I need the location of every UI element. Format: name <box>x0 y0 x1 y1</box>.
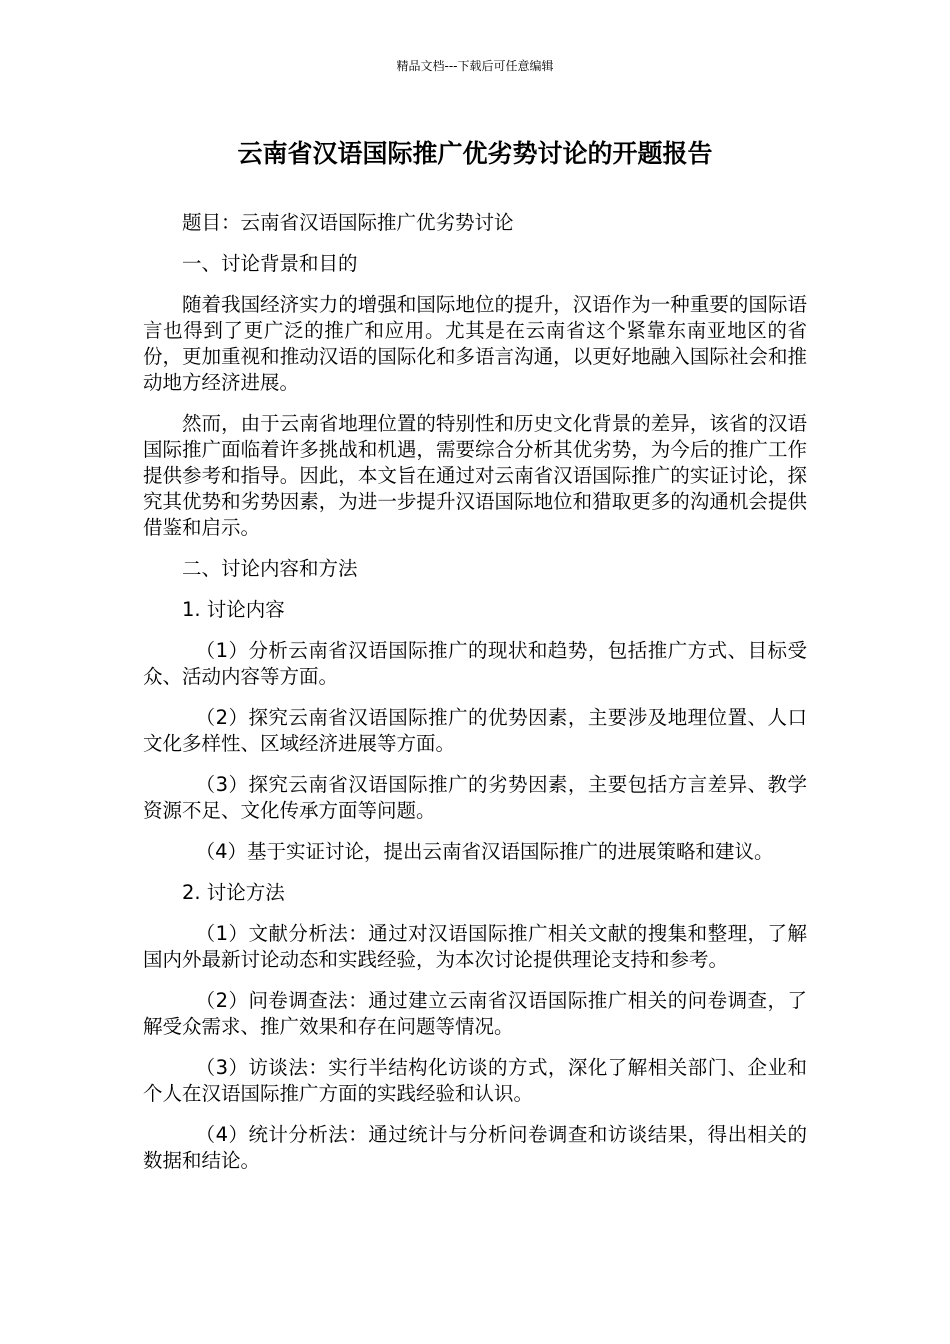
content-item-2: （2）探究云南省汉语国际推广的优势因素，主要涉及地理位置、人口文化多样性、区域经济进展等方面。 <box>143 706 807 755</box>
content-item-3: （3）探究云南省汉语国际推广的劣势因素，主要包括方言差异、教学资源不足、文化传承方面等问题。 <box>143 773 807 822</box>
method-item-3: （3）访谈法：实行半结构化访谈的方式，深化了解相关部门、企业和个人在汉语国际推广方面的实践经验和认识。 <box>143 1056 807 1105</box>
document-body <box>143 210 807 1189</box>
subheading-content: 1. 讨论内容 <box>182 598 285 621</box>
paragraph-background-1: 随着我国经济实力的增强和国际地位的提升，汉语作为一种重要的国际语言也得到了更广泛的推广和应用。尤其是在云南省这个紧靠东南亚地区的省份，更加重视和推动汉语的国际化和多语言沟通，以更好地融入国际社会和推动地方经济进展。 <box>143 293 807 394</box>
content-item-1: （1）分析云南省汉语国际推广的现状和趋势，包括推广方式、目标受众、活动内容等方面。 <box>143 639 807 688</box>
subheading-method: 2. 讨论方法 <box>182 881 285 904</box>
content-item-4: （4）基于实证讨论，提出云南省汉语国际推广的进展策略和建议。 <box>195 840 774 863</box>
method-item-2: （2）问卷调查法：通过建立云南省汉语国际推广相关的问卷调查，了解受众需求、推广效果和存在问题等情况。 <box>143 989 807 1038</box>
method-item-1: （1）文献分析法：通过对汉语国际推广相关文献的搜集和整理，了解国内外最新讨论动态和实践经验，为本次讨论提供理论支持和参考。 <box>143 922 807 971</box>
method-item-4: （4）统计分析法：通过统计与分析问卷调查和访谈结果，得出相关的数据和结论。 <box>143 1123 807 1172</box>
paragraph-background-2: 然而，由于云南省地理位置的特别性和历史文化背景的差异，该省的汉语国际推广面临着许多挑战和机遇，需要综合分析其优劣势，为今后的推广工作提供参考和指导。因此，本文旨在通过对云南省汉语国际推广的实证讨论，探究其优势和劣势因素，为进一步提升汉语国际地位和猎取更多的沟通机会提供借鉴和启示。 <box>143 412 807 539</box>
document-title: 云南省汉语国际推广优劣势讨论的开题报告 <box>237 139 713 168</box>
header-note: 精品文档---下载后可任意编辑 <box>396 59 554 73</box>
topic-line: 题目：云南省汉语国际推广优劣势讨论 <box>182 211 514 234</box>
section-heading-background: 一、讨论背景和目的 <box>182 252 358 275</box>
section-heading-content-method: 二、讨论内容和方法 <box>182 557 358 580</box>
